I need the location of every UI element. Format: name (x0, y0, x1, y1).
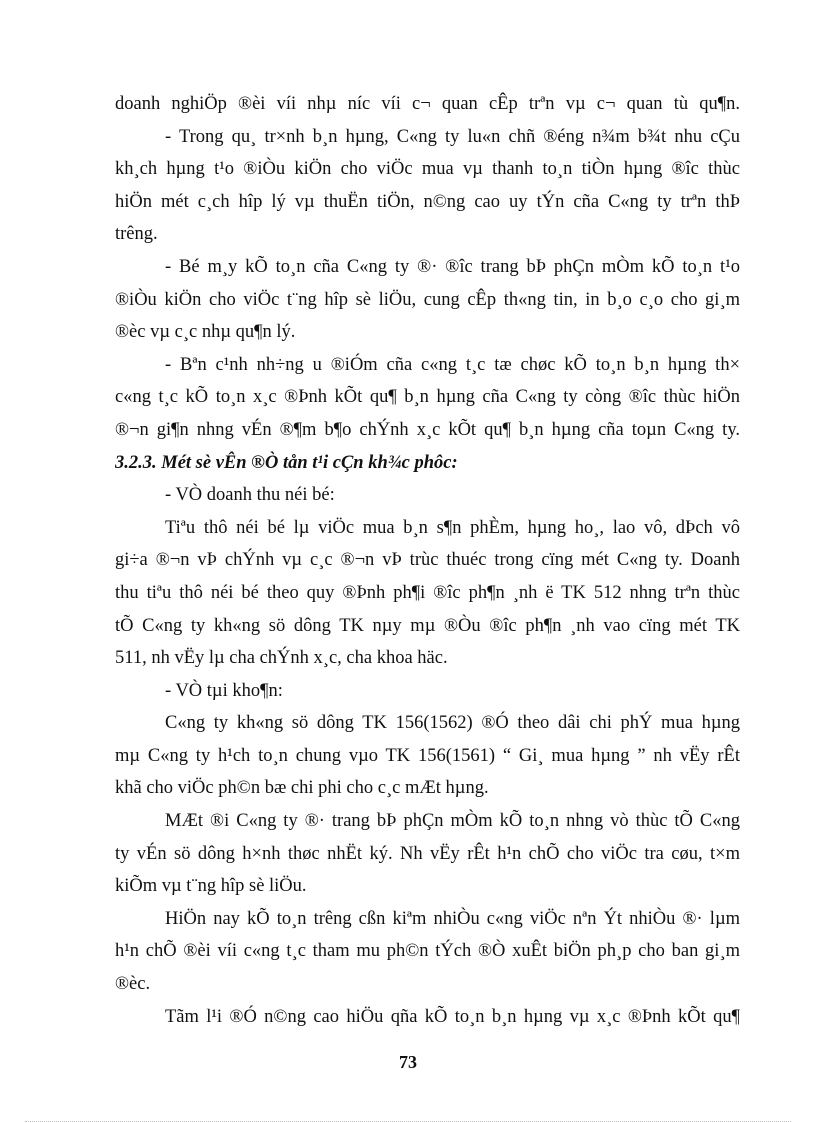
text-line: - VÒ doanh thu néi bé: (165, 485, 335, 506)
section-heading: 3.2.3. Mét sè vÊn ®Ò tån t¹i cÇn kh¾c phôc: (115, 452, 458, 473)
text-line: ®èc. (115, 974, 151, 995)
text-line: Tiªu thô néi bé lµ viÖc mua b¸n s¶n phÈm, hµng ho¸, lao vô, dÞch vô (165, 517, 740, 538)
text-line: kiÕm vµ t¨ng hîp sè liÖu. (115, 876, 307, 897)
page-number: 73 (399, 1052, 417, 1072)
text-line: ®èc vµ c¸c nhµ qu¶n lý. (115, 322, 296, 343)
text-line: ®¬n gi¶n nhng vÉn ®¶m b¶o chÝnh x¸c kÕt qu¶ b¸n hµng cña toµn C«ng ty. (115, 419, 740, 440)
text-line: HiÖn nay kÕ to¸n trêng cßn kiªm nhiÒu c«ng viÖc nªn Ýt nhiÒu ®· lµm (165, 908, 740, 929)
text-line: khã cho viÖc ph©n bæ chi phi cho c¸c mÆt hµng. (115, 778, 489, 799)
text-line: doanh nghiÖp ®èi víi nhµ níc víi c¬ quan cÊp trªn vµ c¬ quan tù qu¶n. (115, 94, 740, 114)
text-line: MÆt ®i C«ng ty ®· trang bÞ phÇn mÒm kÕ to¸n nhng vò thùc tÕ C«ng (165, 811, 740, 832)
text-line: h¹n chÕ ®èi víi c«ng t¸c tham mu ph©n tÝch ®Ò xuÊt biÖn ph¸p cho ban gi¸m (115, 941, 740, 962)
text-line: thu tiªu thô néi bé theo quy ®Þnh ph¶i ®îc ph¶n ¸nh ë TK 512 nhng trªn thùc (115, 582, 740, 603)
text-line: hiÖn mét c¸ch hîp lý vµ thuËn tiÖn, n©ng cao uy tÝn cña C«ng ty trªn thÞ (115, 191, 740, 212)
text-line: - Bé m¸y kÕ to¸n cña C«ng ty ®· ®îc trang bÞ phÇn mÒm kÕ to¸n t¹o (165, 256, 740, 277)
text-line: - Trong qu¸ tr×nh b¸n hµng, C«ng ty lu«n chñ ®éng n¾m b¾t nhu cÇu (165, 126, 740, 147)
text-line: c«ng t¸c kÕ to¸n x¸c ®Þnh kÕt qu¶ b¸n hµng cña C«ng ty còng ®îc thùc hiÖn (115, 387, 740, 408)
text-line: - Bªn c¹nh nh÷ng u ®iÓm cña c«ng t¸c tæ chøc kÕ to¸n b¸n hµng th× (165, 354, 740, 375)
text-line: 511, nh vËy lµ cha chÝnh x¸c, cha khoa häc. (115, 648, 448, 669)
text-line: trêng. (115, 224, 158, 245)
text-line: gi÷a ®¬n vÞ chÝnh vµ c¸c ®¬n vÞ trùc thuéc trong cïng mét C«ng ty. Doanh (115, 550, 740, 571)
text-line: ®iÒu kiÖn cho viÖc t¨ng hîp sè liÖu, cung cÊp th«ng tin, in b¸o c¸o cho gi¸m (115, 289, 740, 310)
text-line: tÕ C«ng ty kh«ng sö dông TK nµy mµ ®Òu ®îc ph¶n ¸nh vao cïng mét TK (115, 615, 740, 636)
text-line: Tãm l¹i ®Ó n©ng cao hiÖu qña kÕ to¸n b¸n hµng vµ x¸c ®Þnh kÕt qu¶ (165, 1006, 740, 1027)
text-line: mµ C«ng ty h¹ch to¸n chung vµo TK 156(1561) “ Gi¸ mua hµng ” nh vËy rÊt (115, 745, 740, 766)
text-line: C«ng ty kh«ng sö dông TK 156(1562) ®Ó theo dâi chi phÝ mua hµng (165, 713, 740, 734)
body-text (115, 88, 740, 1033)
bottom-divider (25, 1121, 791, 1122)
text-line: kh¸ch hµng t¹o ®iÒu kiÖn cho viÖc mua vµ thanh to¸n tiÒn hµng ®îc thùc (115, 159, 740, 180)
text-line: - VÒ tµi kho¶n: (165, 680, 283, 701)
text-line: ty vÉn sö dông h×nh thøc nhËt ký. Nh vËy rÊt h¹n chÕ cho viÖc tra cøu, t×m (115, 843, 740, 864)
